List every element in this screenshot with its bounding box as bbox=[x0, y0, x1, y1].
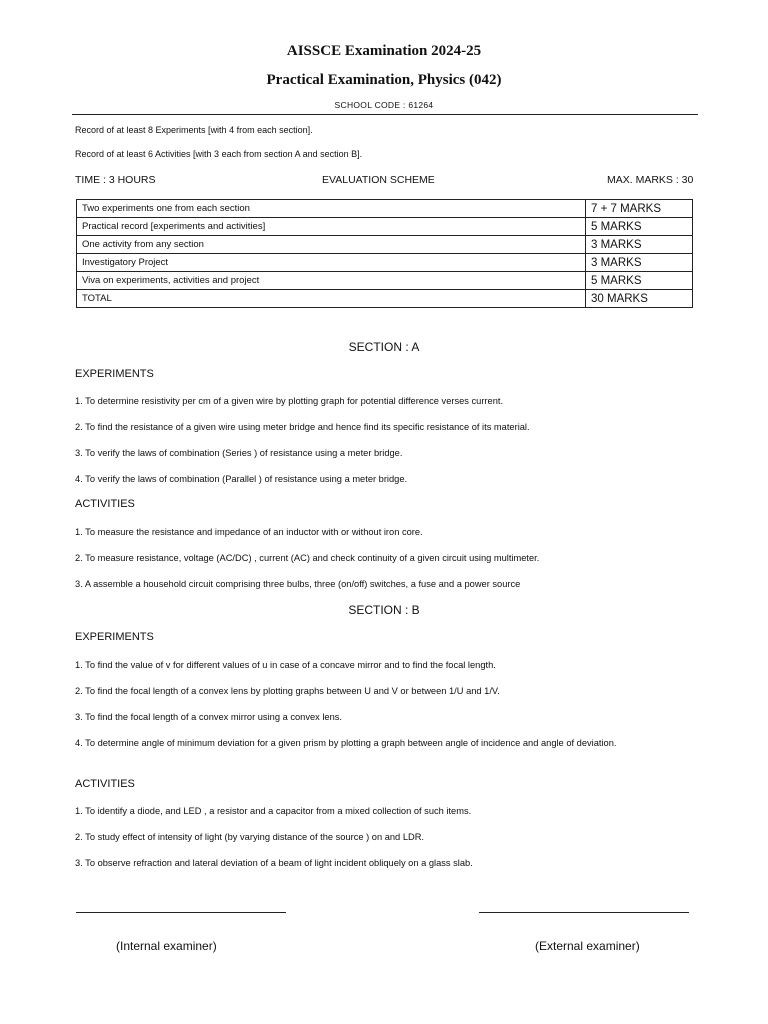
external-signature-line bbox=[479, 912, 689, 913]
exam-title: AISSCE Examination 2024-25 bbox=[286, 43, 482, 59]
table-cell-marks: 3 MARKS bbox=[586, 254, 693, 272]
section-a-experiments-heading: EXPERIMENTS bbox=[75, 368, 154, 380]
table-cell-marks: 5 MARKS bbox=[586, 218, 693, 236]
max-marks-label: MAX. MARKS : 30 bbox=[607, 174, 694, 186]
table-cell-marks: 5 MARKS bbox=[586, 272, 693, 290]
section-b-experiments-heading: EXPERIMENTS bbox=[75, 631, 154, 643]
section-b-title: SECTION : B bbox=[348, 603, 420, 617]
section-a-title: SECTION : A bbox=[348, 340, 420, 354]
list-item: 2. To measure resistance, voltage (AC/DC) , current (AC) and check continuity of a given circuit using multimeter. bbox=[75, 553, 540, 563]
list-item: 1. To identify a diode, and LED , a resistor and a capacitor from a mixed collection of such items. bbox=[75, 806, 472, 816]
table-cell-item: TOTAL bbox=[77, 290, 586, 308]
evaluation-table bbox=[76, 199, 693, 308]
table-cell-item: Viva on experiments, activities and project bbox=[77, 272, 586, 290]
internal-signature-line bbox=[76, 912, 286, 913]
list-item: 3. A assemble a household circuit comprising three bulbs, three (on/off) switches, a fuse and a power source bbox=[75, 579, 521, 589]
internal-examiner-label: (Internal examiner) bbox=[116, 939, 217, 953]
record-activities: Record of at least 6 Activities [with 3 each from section A and section B]. bbox=[75, 149, 363, 159]
list-item: 1. To measure the resistance and impedance of an inductor with or without iron core. bbox=[75, 527, 423, 537]
table-row bbox=[77, 236, 693, 254]
table-cell-item: One activity from any section bbox=[77, 236, 586, 254]
list-item: 2. To find the focal length of a convex lens by plotting graphs between U and V or between 1/U and 1/V. bbox=[75, 686, 500, 696]
list-item: 2. To study effect of intensity of light (by varying distance of the source ) on and LDR. bbox=[75, 832, 424, 842]
table-row bbox=[77, 290, 693, 308]
table-cell-item: Two experiments one from each section bbox=[77, 200, 586, 218]
table-row bbox=[77, 200, 693, 218]
list-item: 4. To verify the laws of combination (Parallel ) of resistance using a meter bridge. bbox=[75, 474, 408, 484]
time-label: TIME : 3 HOURS bbox=[75, 174, 156, 186]
header-divider bbox=[72, 114, 698, 115]
section-a-activities-heading: ACTIVITIES bbox=[75, 498, 135, 510]
record-experiments: Record of at least 8 Experiments [with 4 from each section]. bbox=[75, 125, 313, 135]
evaluation-scheme-title: EVALUATION SCHEME bbox=[322, 174, 435, 186]
list-item: 4. To determine angle of minimum deviation for a given prism by plotting a graph between angle of incidence and angle of deviation. bbox=[75, 738, 617, 748]
section-b-activities-heading: ACTIVITIES bbox=[75, 778, 135, 790]
list-item: 3. To observe refraction and lateral deviation of a beam of light incident obliquely on a glass slab. bbox=[75, 858, 473, 868]
exam-subtitle: Practical Examination, Physics (042) bbox=[266, 72, 502, 88]
table-row bbox=[77, 254, 693, 272]
table-cell-marks: 3 MARKS bbox=[586, 236, 693, 254]
list-item: 1. To find the value of v for different values of u in case of a concave mirror and to find the focal length. bbox=[75, 660, 496, 670]
list-item: 1. To determine resistivity per cm of a given wire by plotting graph for potential difference verses current. bbox=[75, 396, 504, 406]
table-row bbox=[77, 218, 693, 236]
table-cell-item: Practical record [experiments and activities] bbox=[77, 218, 586, 236]
table-cell-marks: 7 + 7 MARKS bbox=[586, 200, 693, 218]
school-code: SCHOOL CODE : 61264 bbox=[334, 100, 434, 110]
list-item: 2. To find the resistance of a given wire using meter bridge and hence find its specific resistance of its material. bbox=[75, 422, 530, 432]
table-row bbox=[77, 272, 693, 290]
table-cell-marks: 30 MARKS bbox=[586, 290, 693, 308]
list-item: 3. To verify the laws of combination (Series ) of resistance using a meter bridge. bbox=[75, 448, 403, 458]
external-examiner-label: (External examiner) bbox=[535, 939, 640, 953]
list-item: 3. To find the focal length of a convex mirror using a convex lens. bbox=[75, 712, 343, 722]
table-cell-item: Investigatory Project bbox=[77, 254, 586, 272]
